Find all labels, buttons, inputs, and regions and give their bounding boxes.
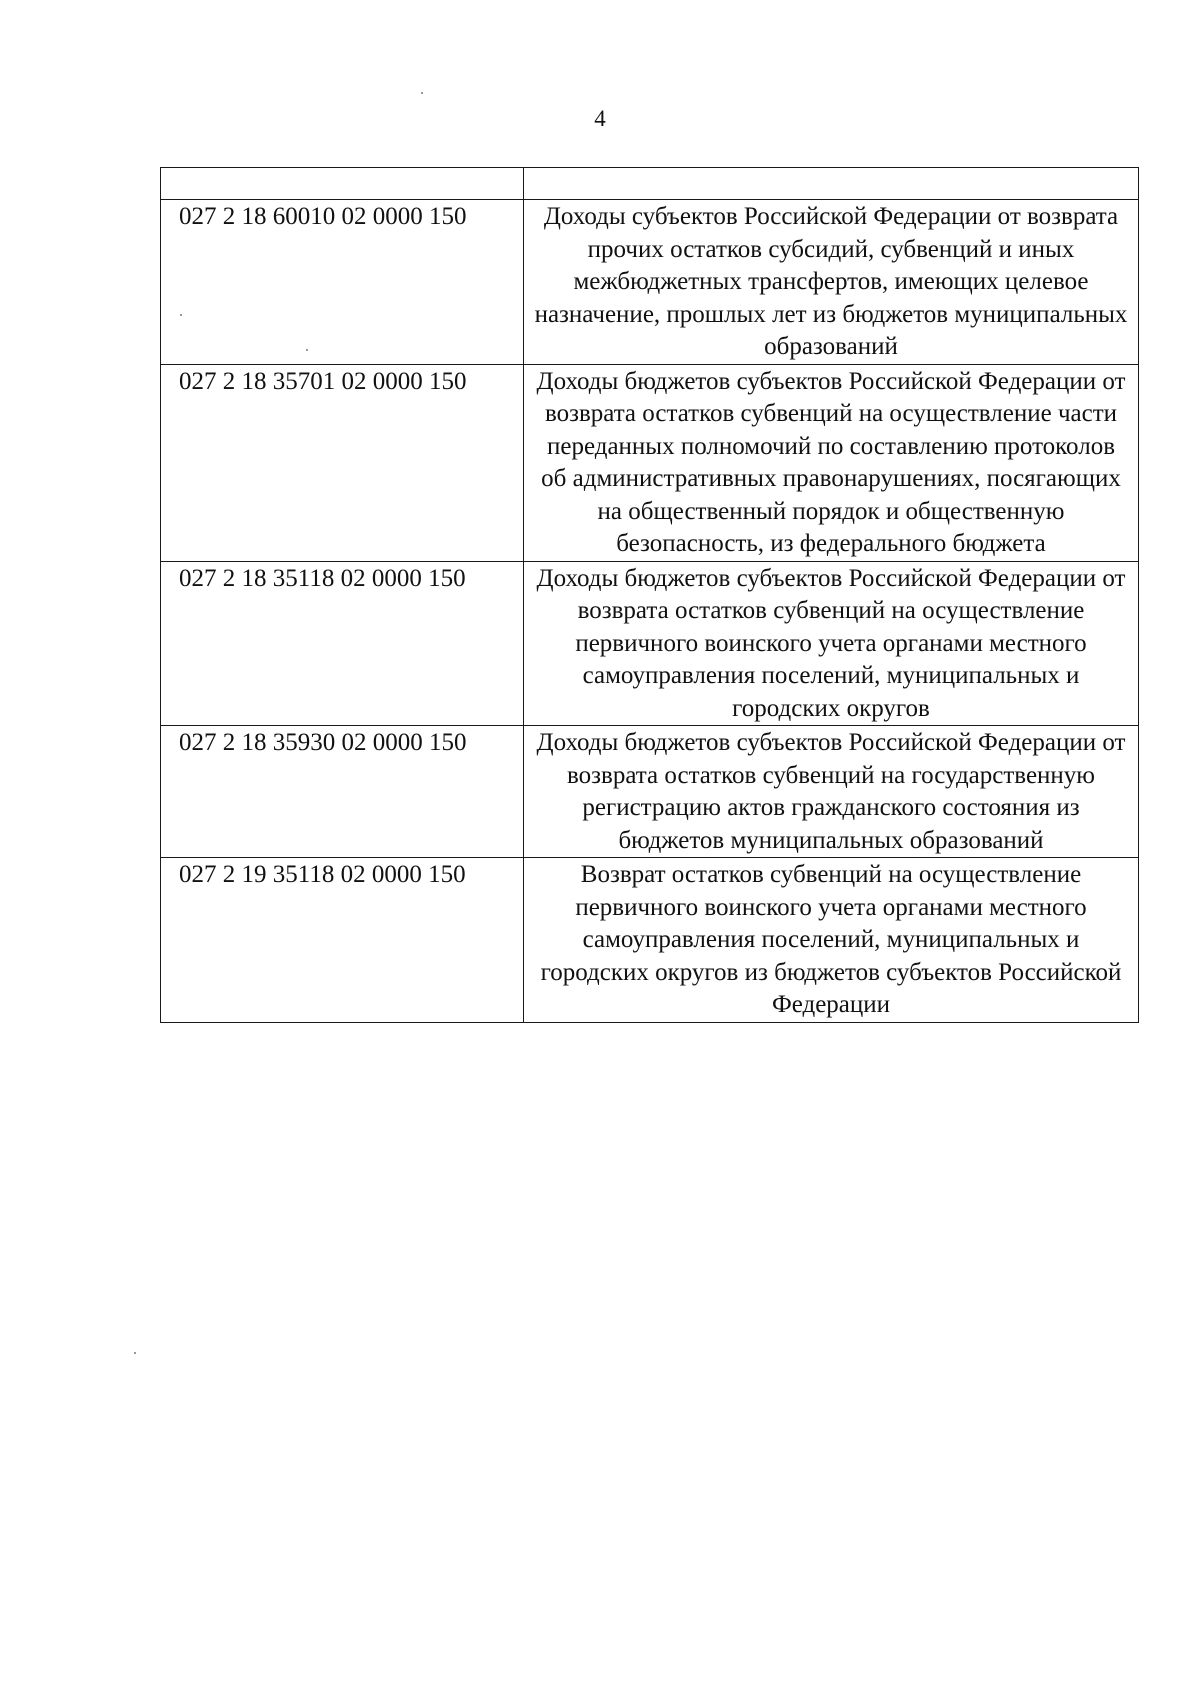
table-row [161, 726, 1139, 858]
header-cell-description [524, 168, 1139, 200]
scan-speck [134, 1352, 136, 1354]
description-cell: Возврат остатков субвенций на осуществление первичного воинского учета органами местного самоуправления поселений, муниципальных и городских округов из бюджетов субъектов Российской Федерации [524, 858, 1139, 1023]
budget-code-cell: 027 2 18 60010 02 0000 150 [161, 200, 524, 365]
scan-speck [180, 314, 182, 316]
description-cell: Доходы бюджетов субъектов Российской Федерации от возврата остатков субвенций на осуществление части переданных полномочий по составлению протоколов об административных правонарушениях, посягающих на общественный порядок и общественную безопасность, из федерального бюджета [524, 364, 1139, 561]
budget-code-cell: 027 2 19 35118 02 0000 150 [161, 858, 524, 1023]
table-row [161, 561, 1139, 726]
budget-code-cell: 027 2 18 35701 02 0000 150 [161, 364, 524, 561]
page-number: 4 [594, 106, 606, 131]
description-cell: Доходы бюджетов субъектов Российской Федерации от возврата остатков субвенций на государственную регистрацию актов гражданского состояния из бюджетов муниципальных образований [524, 726, 1139, 858]
table-header-row [161, 168, 1139, 200]
table-row [161, 200, 1139, 365]
table-row [161, 364, 1139, 561]
budget-code-cell: 027 2 18 35930 02 0000 150 [161, 726, 524, 858]
description-cell: Доходы бюджетов субъектов Российской Федерации от возврата остатков субвенций на осуществление первичного воинского учета органами местного самоуправления поселений, муниципальных и городских округов [524, 561, 1139, 726]
table-row [161, 858, 1139, 1023]
scan-speck [306, 349, 308, 351]
budget-code-cell: 027 2 18 35118 02 0000 150 [161, 561, 524, 726]
scan-speck [421, 92, 423, 94]
description-cell: Доходы субъектов Российской Федерации от возврата прочих остатков субсидий, субвенций и иных межбюджетных трансфертов, имеющих целевое назначение, прошлых лет из бюджетов муниципальных образований [524, 200, 1139, 365]
budget-codes-table [160, 167, 1139, 1023]
header-cell-code [161, 168, 524, 200]
